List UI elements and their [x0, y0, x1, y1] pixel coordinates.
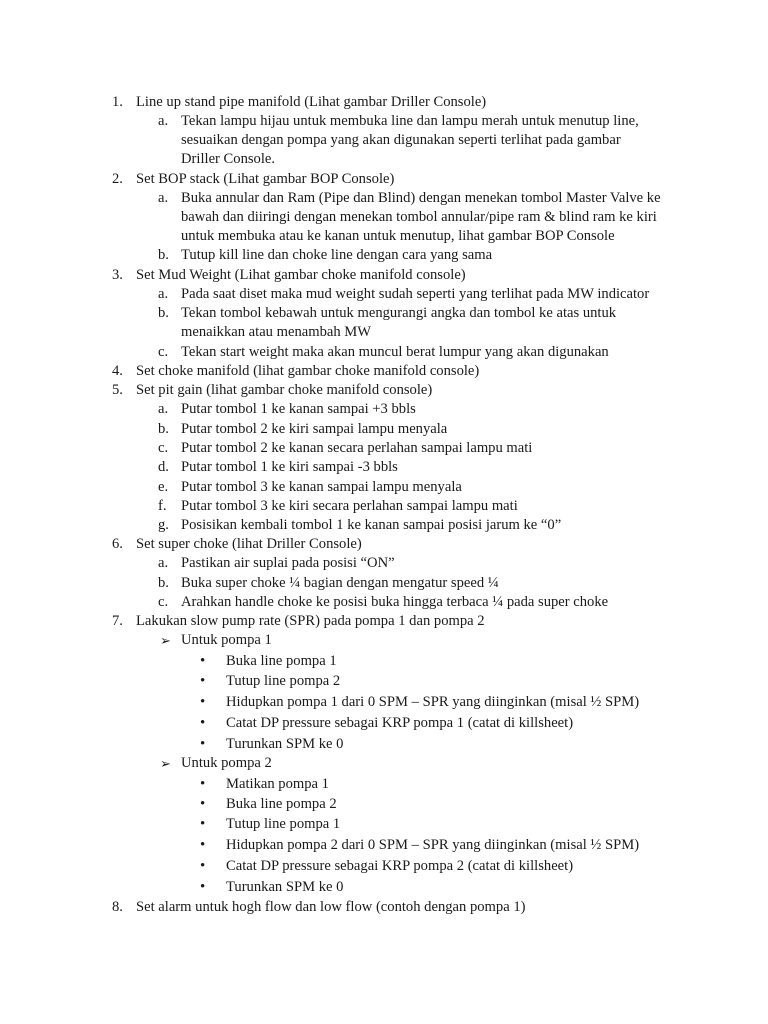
list-text: Putar tombol 3 ke kiri secara perlahan sampai lampu mati: [181, 498, 518, 514]
list-text: Set BOP stack (Lihat gambar BOP Console): [136, 171, 395, 187]
list-marker: 1.: [112, 94, 123, 110]
list-marker: b.: [158, 575, 169, 591]
list-text: Hidupkan pompa 1 dari 0 SPM – SPR yang diinginkan (misal ½ SPM): [226, 694, 640, 710]
list-text: Hidupkan pompa 2 dari 0 SPM – SPR yang diinginkan (misal ½ SPM): [226, 837, 640, 853]
list-text: Catat DP pressure sebagai KRP pompa 2 (catat di killsheet): [226, 858, 574, 874]
list-text: Putar tombol 3 ke kanan sampai lampu menyala: [181, 479, 462, 495]
list-text: Tutup kill line dan choke line dengan cara yang sama: [181, 247, 493, 263]
list-marker: a.: [158, 113, 169, 129]
list-text: Untuk pompa 2: [181, 755, 272, 771]
list-text: Posisikan kembali tombol 1 ke kanan sampai posisi jarum ke “0”: [181, 517, 562, 533]
list-marker: b.: [158, 305, 169, 321]
list-marker: 5.: [112, 382, 123, 398]
list-text: Buka annular dan Ram (Pipe dan Blind) dengan menekan tombol Master Valve ke: [181, 190, 661, 206]
list-text: Turunkan SPM ke 0: [226, 736, 344, 752]
bullet-icon: •: [200, 816, 206, 832]
list-text: Tekan tombol kebawah untuk mengurangi angka dan tombol ke atas untuk: [181, 305, 617, 321]
list-text: Set alarm untuk hogh flow dan low flow (contoh dengan pompa 1): [136, 899, 526, 915]
list-marker: a.: [158, 190, 169, 206]
list-marker: a.: [158, 286, 169, 302]
list-marker: a.: [158, 401, 169, 417]
list-marker: 7.: [112, 613, 123, 629]
bullet-icon: •: [200, 837, 206, 853]
list-marker: c.: [158, 440, 169, 456]
list-text: Tutup line pompa 1: [226, 816, 341, 832]
bullet-icon: •: [200, 796, 206, 812]
arrow-bullet-icon: ➢: [160, 633, 171, 648]
bullet-icon: •: [200, 715, 206, 731]
list-text: Catat DP pressure sebagai KRP pompa 1 (catat di killsheet): [226, 715, 574, 731]
list-text: Buka line pompa 2: [226, 796, 337, 812]
list-text: Arahkan handle choke ke posisi buka hingga terbaca ¼ pada super choke: [181, 594, 609, 610]
list-text: Set Mud Weight (Lihat gambar choke manifold console): [136, 267, 466, 283]
list-text: Putar tombol 2 ke kiri sampai lampu menyala: [181, 421, 448, 437]
list-text: Matikan pompa 1: [226, 776, 329, 792]
bullet-icon: •: [200, 736, 206, 752]
list-text: Tekan start weight maka akan muncul berat lumpur yang akan digunakan: [181, 344, 609, 360]
list-marker: 4.: [112, 363, 123, 379]
list-text: Set pit gain (lihat gambar choke manifold console): [136, 382, 433, 398]
list-text: untuk membuka atau ke kanan untuk menutup, lihat gambar BOP Console: [181, 228, 615, 244]
list-text: Set super choke (lihat Driller Console): [136, 536, 362, 552]
list-marker: 8.: [112, 899, 123, 915]
list-marker: b.: [158, 247, 169, 263]
list-text: Lakukan slow pump rate (SPR) pada pompa 1 dan pompa 2: [136, 613, 485, 629]
list-marker: b.: [158, 421, 169, 437]
list-marker: c.: [158, 344, 169, 360]
bullet-icon: •: [200, 776, 206, 792]
list-text: Line up stand pipe manifold (Lihat gambar Driller Console): [136, 94, 487, 110]
list-marker: a.: [158, 555, 169, 571]
bullet-icon: •: [200, 858, 206, 874]
list-text: Tutup line pompa 2: [226, 673, 341, 689]
list-text: Pada saat diset maka mud weight sudah seperti yang terlihat pada MW indicator: [181, 286, 650, 302]
list-marker: f.: [158, 498, 167, 514]
list-marker: g.: [158, 517, 169, 533]
list-text: Putar tombol 2 ke kanan secara perlahan sampai lampu mati: [181, 440, 533, 456]
list-text: Putar tombol 1 ke kiri sampai -3 bbls: [181, 459, 398, 475]
list-marker: e.: [158, 479, 169, 495]
list-marker: 2.: [112, 171, 123, 187]
list-text: Putar tombol 1 ke kanan sampai +3 bbls: [181, 401, 416, 417]
bullet-icon: •: [200, 653, 206, 669]
list-marker: 3.: [112, 267, 123, 283]
list-text: Pastikan air suplai pada posisi “ON”: [181, 555, 395, 571]
list-text: Untuk pompa 1: [181, 632, 272, 648]
list-text: Driller Console.: [181, 151, 276, 167]
arrow-bullet-icon: ➢: [160, 756, 171, 771]
list-text: Turunkan SPM ke 0: [226, 879, 344, 895]
list-text: Set choke manifold (lihat gambar choke manifold console): [136, 363, 480, 379]
list-marker: d.: [158, 459, 169, 475]
list-text: sesuaikan dengan pompa yang akan digunakan seperti terlihat pada gambar: [181, 132, 621, 148]
bullet-icon: •: [200, 879, 206, 895]
list-text: Buka super choke ¼ bagian dengan mengatur speed ¼: [181, 575, 499, 591]
list-text: Buka line pompa 1: [226, 653, 337, 669]
list-text: Tekan lampu hijau untuk membuka line dan lampu merah untuk menutup line,: [181, 113, 639, 129]
bullet-icon: •: [200, 673, 206, 689]
list-marker: 6.: [112, 536, 123, 552]
list-marker: c.: [158, 594, 169, 610]
list-text: menaikkan atau menambah MW: [181, 324, 372, 340]
list-text: bawah dan diiringi dengan menekan tombol annular/pipe ram & blind ram ke kiri: [181, 209, 657, 225]
bullet-icon: •: [200, 694, 206, 710]
